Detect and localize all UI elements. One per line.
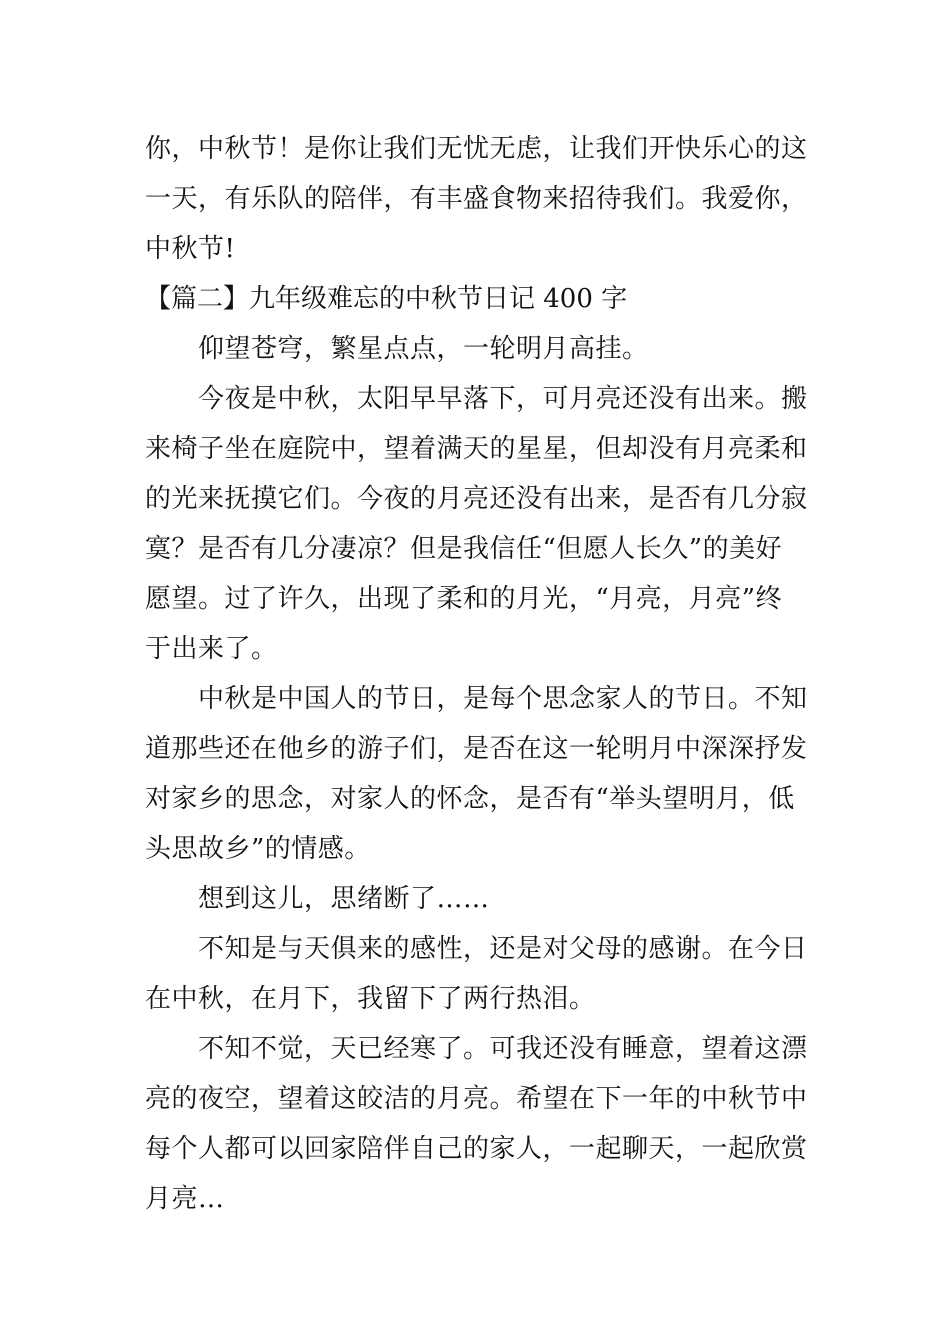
text-line: 在中秋，在月下，我留下了两行热泪。 <box>145 984 596 1014</box>
paragraph-start: 想到这儿，思绪断了…… <box>198 884 490 914</box>
text-line: 亮的夜空，望着这皎洁的月亮。希望在下一年的中秋节中 <box>145 1084 808 1114</box>
section-heading: 【篇二】九年级难忘的中秋节日记 400 字 <box>145 284 628 314</box>
text-line: 一天，有乐队的陪伴，有丰盛食物来招待我们。我爱你， <box>145 184 808 214</box>
text-line: 中秋节! <box>145 234 236 264</box>
paragraph-start: 今夜是中秋，太阳早早落下，可月亮还没有出来。搬 <box>198 384 808 414</box>
text-line: 头思故乡”的情感。 <box>145 834 371 864</box>
paragraph-start: 不知是与天俱来的感性，还是对父母的感谢。在今日 <box>198 934 808 964</box>
paragraph-start: 中秋是中国人的节日，是每个思念家人的节日。不知 <box>198 684 808 714</box>
text-line: 寞？是否有几分凄凉？但是我信任“但愿人长久”的美好 <box>145 534 783 564</box>
text-line: 月亮… <box>145 1184 225 1214</box>
text-line: 愿望。过了许久，出现了柔和的月光，“月亮，月亮”终 <box>145 584 783 614</box>
text-line: 每个人都可以回家陪伴自己的家人，一起聊天，一起欣赏 <box>145 1134 808 1164</box>
paragraph-start: 不知不觉，天已经寒了。可我还没有睡意，望着这漂 <box>198 1034 808 1064</box>
document-page <box>145 124 808 1224</box>
paragraph-start: 仰望苍穹，繁星点点，一轮明月高挂。 <box>198 334 649 364</box>
text-line: 道那些还在他乡的游子们，是否在这一轮明月中深深抒发 <box>145 734 808 764</box>
text-line: 的光来抚摸它们。今夜的月亮还没有出来，是否有几分寂 <box>145 484 808 514</box>
text-line: 来椅子坐在庭院中，望着满天的星星，但却没有月亮柔和 <box>145 434 808 464</box>
text-line: 对家乡的思念，对家人的怀念，是否有“举头望明月，低 <box>145 784 795 814</box>
text-line: 你，中秋节！是你让我们无忧无虑，让我们开快乐心的这 <box>145 134 808 164</box>
text-line: 于出来了。 <box>145 634 278 664</box>
